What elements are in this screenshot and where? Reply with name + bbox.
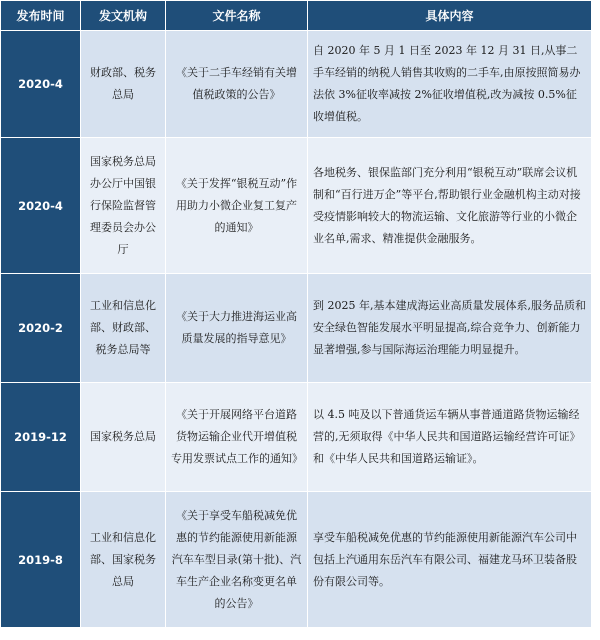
row-date: 2019-8 xyxy=(1,492,81,628)
table-row xyxy=(1,31,592,138)
row-doc: 《关于大力推进海运业高质量发展的指导意见》 xyxy=(166,274,308,383)
table-row xyxy=(1,492,592,628)
table-header-row xyxy=(1,1,592,31)
row-org: 工业和信息化部、国家税务总局 xyxy=(81,492,166,628)
row-org: 工业和信息化部、财政部、税务总局等 xyxy=(81,274,166,383)
row-org: 国家税务总局 xyxy=(81,383,166,492)
table-row xyxy=(1,138,592,274)
row-content: 以 4.5 吨及以下普通货运车辆从事普通道路货物运输经营的,无须取得《中华人民共和国道路运输经营许可证》和《中华人民共和国道路运输证》。 xyxy=(308,383,592,492)
header-org: 发文机构 xyxy=(81,1,166,31)
row-doc: 《关于二手车经销有关增值税政策的公告》 xyxy=(166,31,308,138)
header-date: 发布时间 xyxy=(1,1,81,31)
table-row xyxy=(1,383,592,492)
row-content: 享受车船税减免优惠的节约能源使用新能源汽车公司中包括上汽通用东岳汽车有限公司、福建龙马环卫装备股份有限公司等。 xyxy=(308,492,592,628)
row-doc: 《关于发挥“银税互动”作用助力小微企业复工复产的通知》 xyxy=(166,138,308,274)
row-org: 财政部、税务总局 xyxy=(81,31,166,138)
table-row xyxy=(1,274,592,383)
row-date: 2019-12 xyxy=(1,383,81,492)
row-doc: 《关于享受车船税减免优惠的节约能源使用新能源汽车车型目录(第十批)、汽车生产企业名称变更名单的公告》 xyxy=(166,492,308,628)
row-date: 2020-4 xyxy=(1,138,81,274)
header-doc: 文件名称 xyxy=(166,1,308,31)
row-content: 自 2020 年 5 月 1 日至 2023 年 12 月 31 日,从事二手车经销的纳税人销售其收购的二手车,由原按照简易办法依 3%征收率减按 2%征收增值税,改为减按 0.5%征收增值税。 xyxy=(308,31,592,138)
row-content: 各地税务、银保监部门充分利用“银税互动”联席会议机制和“百行进万企”等平台,帮助银行业金融机构主动对接受疫情影响较大的物流运输、文化旅游等行业的小微企业名单,需求、精准提供金融服务。 xyxy=(308,138,592,274)
row-date: 2020-4 xyxy=(1,31,81,138)
row-date: 2020-2 xyxy=(1,274,81,383)
row-content: 到 2025 年,基本建成海运业高质量发展体系,服务品质和安全绿色智能发展水平明显提高,综合竞争力、创新能力显著增强,参与国际海运治理能力明显提升。 xyxy=(308,274,592,383)
row-doc: 《关于开展网络平台道路货物运输企业代开增值税专用发票试点工作的通知》 xyxy=(166,383,308,492)
header-content: 具体内容 xyxy=(308,1,592,31)
row-org: 国家税务总局办公厅中国银行保险监督管理委员会办公厅 xyxy=(81,138,166,274)
